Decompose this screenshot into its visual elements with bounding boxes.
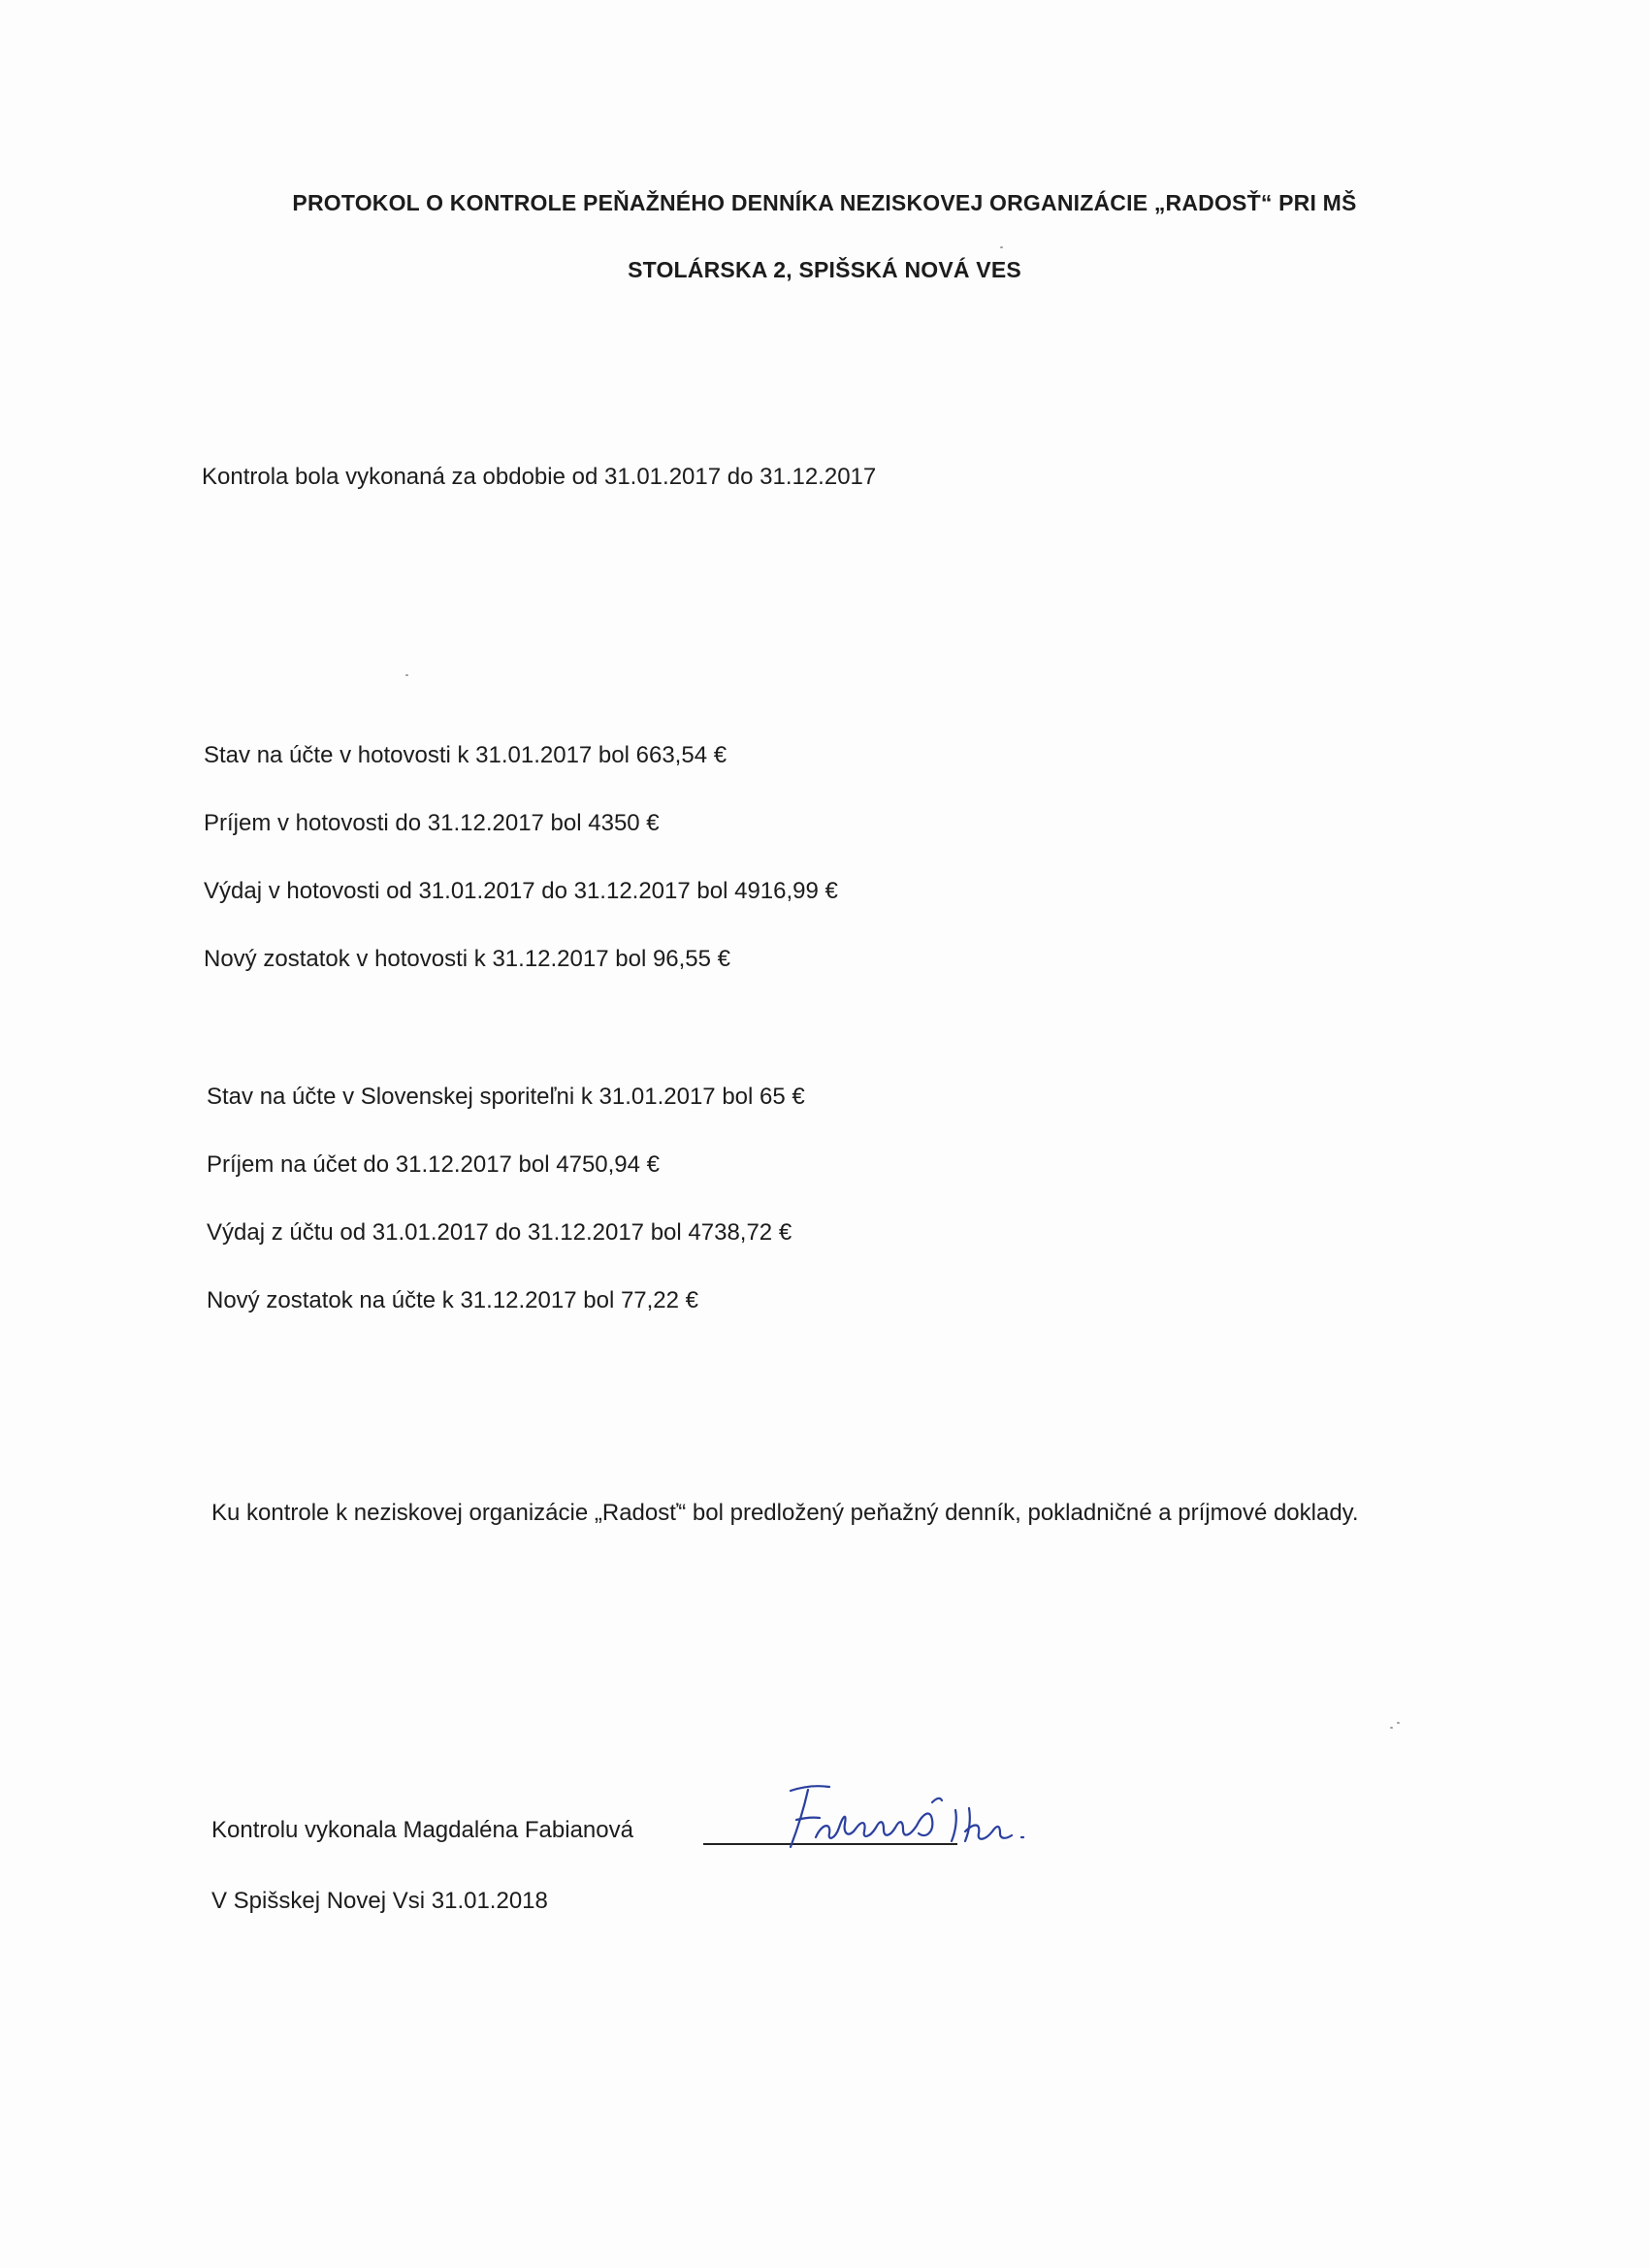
scan-speck	[1390, 1727, 1393, 1729]
cash-opening-balance: Stav na účte v hotovosti k 31.01.2017 bol 663,54 €	[204, 742, 728, 768]
cash-income: Príjem v hotovosti do 31.12.2017 bol 4350 €	[204, 810, 660, 836]
scan-speck	[1397, 1722, 1400, 1724]
document-title-line1: PROTOKOL O KONTROLE PEŇAŽNÉHO DENNÍKA NEZISKOVEJ ORGANIZÁCIE „RADOSŤ“ PRI MŠ	[292, 190, 1357, 215]
handwritten-signature-icon	[752, 1764, 1091, 1870]
cash-expense: Výdaj v hotovosti od 31.01.2017 do 31.12.2017 bol 4916,99 €	[204, 878, 838, 904]
place-and-date: V Spišskej Novej Vsi 31.01.2018	[211, 1888, 548, 1914]
bank-expense: Výdaj z účtu od 31.01.2017 do 31.12.2017 bol 4738,72 €	[207, 1219, 792, 1246]
scan-speck	[405, 674, 408, 676]
bank-income: Príjem na účet do 31.12.2017 bol 4750,94 €	[207, 1151, 661, 1178]
bank-opening-balance: Stav na účte v Slovenskej sporiteľni k 31.01.2017 bol 65 €	[207, 1084, 805, 1110]
inspector-line: Kontrolu vykonala Magdaléna Fabianová	[211, 1817, 633, 1843]
scan-speck	[1000, 246, 1003, 248]
document-title-line2: STOLÁRSKA 2, SPIŠSKÁ NOVÁ VES	[628, 257, 1021, 282]
inspection-period: Kontrola bola vykonaná za obdobie od 31.01.2017 do 31.12.2017	[202, 464, 877, 490]
inspection-statement: Ku kontrole k neziskovej organizácie „Radosť“ bol predložený peňažný denník, pokladničné a príjmové doklady.	[211, 1500, 1359, 1526]
cash-closing-balance: Nový zostatok v hotovosti k 31.12.2017 bol 96,55 €	[204, 946, 731, 972]
bank-closing-balance: Nový zostatok na účte k 31.12.2017 bol 77,22 €	[207, 1287, 699, 1313]
